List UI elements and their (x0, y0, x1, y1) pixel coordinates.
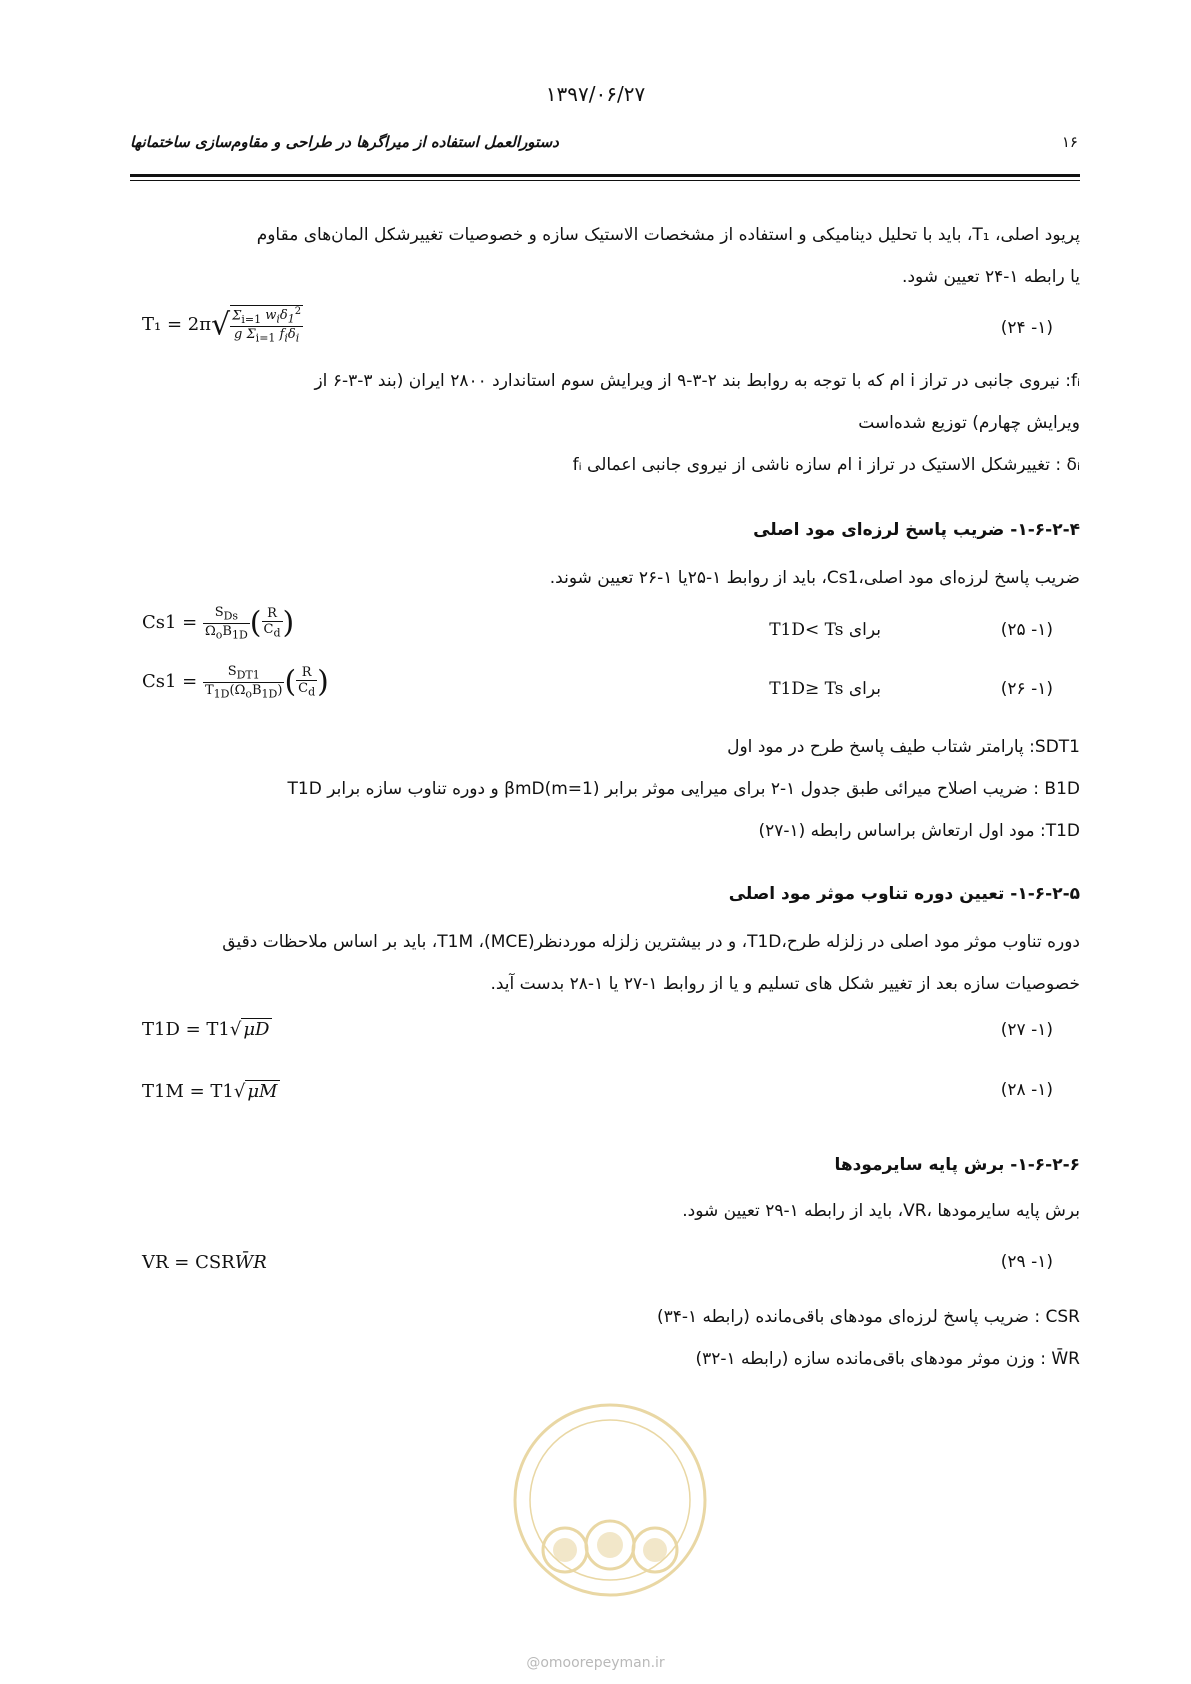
equation-25-condition: برای T1D< Ts (769, 620, 881, 640)
section-5-line1: دوره تناوب موثر مود اصلی در زلزله طرح،T1D، و در بیشترین زلزله موردنظر(MCE)، T1M، باید بر اساس ملاحظات دقیق (222, 932, 1080, 952)
header-rule-thick (130, 174, 1080, 177)
equation-29-wbar: W̄R (234, 1252, 267, 1273)
definition-wr: W̄R : وزن موثر مودهای باقی‌مانده سازه (رابطه ۱-۳۲) (695, 1349, 1080, 1369)
header-rule-thin (130, 180, 1080, 181)
equation-27-number: (۱- ۲۷) (1000, 1020, 1053, 1040)
section-heading-5: ۱-۶-۲-۵- تعیین دوره تناوب موثر مود اصلی (728, 884, 1080, 904)
equation-24-number: (۱- ۲۴) (1000, 318, 1053, 338)
equation-28-lhs: T1M = T1 (142, 1081, 234, 1102)
definition-sdt1: SDT1: پارامتر شتاب طیف پاسخ طرح در مود اول (727, 737, 1080, 757)
document-date: ۱۳۹۷/۰۶/۲۷ (545, 82, 646, 106)
equation-28: T1M = T1√ μM (142, 1081, 278, 1102)
section-heading-6: ۱-۶-۲-۶- برش پایه سایرمودها (834, 1155, 1080, 1175)
equation-26: Cs1 = $\frac{S_{DT1}}{T_{1D}(\Omega_oB_{1D})}$ ( $\frac{R}{C_d}$ ) (142, 664, 329, 701)
equation-26-condition: برای T1D≥ Ts (769, 679, 881, 699)
definition-delta: δᵢ : تغییرشکل الاستیک در تراز i ام سازه ناشی از نیروی جانبی اعمالی fᵢ (572, 455, 1080, 475)
equation-26-lhs: Cs1 = (142, 671, 198, 693)
paragraph-period-line1: پریود اصلی، T₁، باید با تحلیل دینامیکی و استفاده از مشخصات الاستیک سازه و خصوصیات تغییرشکل المان‌های مقاوم (256, 225, 1080, 245)
definition-fi-line1: fᵢ: نیروی جانبی در تراز i ام که با توجه به روابط بند ۲-۳-۹ از ویرایش سوم استاندارد ۲۸۰۰ ایران (بند ۳-۳-۶ از (314, 371, 1080, 391)
watermark-logo (505, 1395, 715, 1625)
equation-29-lhs: VR = CSR (142, 1252, 235, 1273)
section-heading-4: ۱-۶-۲-۴- ضریب پاسخ لرزه‌ای مود اصلی (753, 520, 1080, 540)
definition-csr: CSR : ضریب پاسخ لرزه‌ای مودهای باقی‌مانده (رابطه ۱-۳۴) (656, 1307, 1080, 1327)
equation-27: T1D = T1√ μD (142, 1019, 270, 1040)
equation-29-number: (۱- ۲۹) (1000, 1252, 1053, 1272)
section-6-text: برش پایه سایرمودها ،VR، باید از رابطه ۱-۲۹ تعیین شود. (682, 1201, 1080, 1221)
equation-24-lhs: T₁ = 2π (142, 313, 212, 335)
equation-29 (142, 1252, 267, 1273)
equation-27-lhs: T1D = T1 (142, 1019, 230, 1040)
equation-28-number: (۱- ۲۸) (1000, 1080, 1053, 1100)
equation-25: Cs1 = $\frac{S_{Ds}}{\Omega_oB_{1D}}$ ( $\frac{R}{C_d}$ ) (142, 605, 295, 642)
paragraph-period-line2: یا رابطه ۱-۲۴ تعیین شود. (902, 267, 1080, 287)
definition-fi-line2: ویرایش چهارم) توزیع شده‌است (858, 413, 1080, 433)
section-4-text: ضریب پاسخ لرزه‌ای مود اصلی،Cs1، باید از روابط ۱-۲۵یا ۱-۲۶ تعیین شوند. (549, 568, 1080, 588)
equation-26-number: (۱- ۲۶) (1000, 679, 1053, 699)
equation-27-radicand: μD (243, 1019, 270, 1040)
definition-t1d: T1D: مود اول ارتعاش براساس رابطه (۱-۲۷) (758, 821, 1080, 841)
page-number: ۱۶ (1061, 133, 1078, 151)
equation-25-number: (۱- ۲۵) (1000, 620, 1053, 640)
watermark-site: @omoorepeyman.ir (526, 1655, 665, 1671)
section-5-line2: خصوصیات سازه بعد از تغییر شکل های تسلیم و یا از روابط ۱-۲۷ یا ۱-۲۸ بدست آید. (490, 974, 1080, 994)
running-header-title: دستورالعمل استفاده از میراگرها در طراحی و مقاوم‌سازی ساختمانها (130, 133, 559, 151)
equation-24: T₁ = 2π√ $\frac{\Sigma_{i=1} w_i\delta_1^2}{g \Sigma_{i=1} f_i\delta_i}$ (142, 306, 302, 345)
definition-b1d: B1D : ضریب اصلاح میرائی طبق جدول ۱-۲ برای میرایی موثر برابر βmD(m=1) و دوره تناوب سازه برابر T1D (287, 779, 1080, 799)
equation-28-radicand: μM (247, 1081, 278, 1102)
equation-25-lhs: Cs1 = (142, 612, 198, 634)
